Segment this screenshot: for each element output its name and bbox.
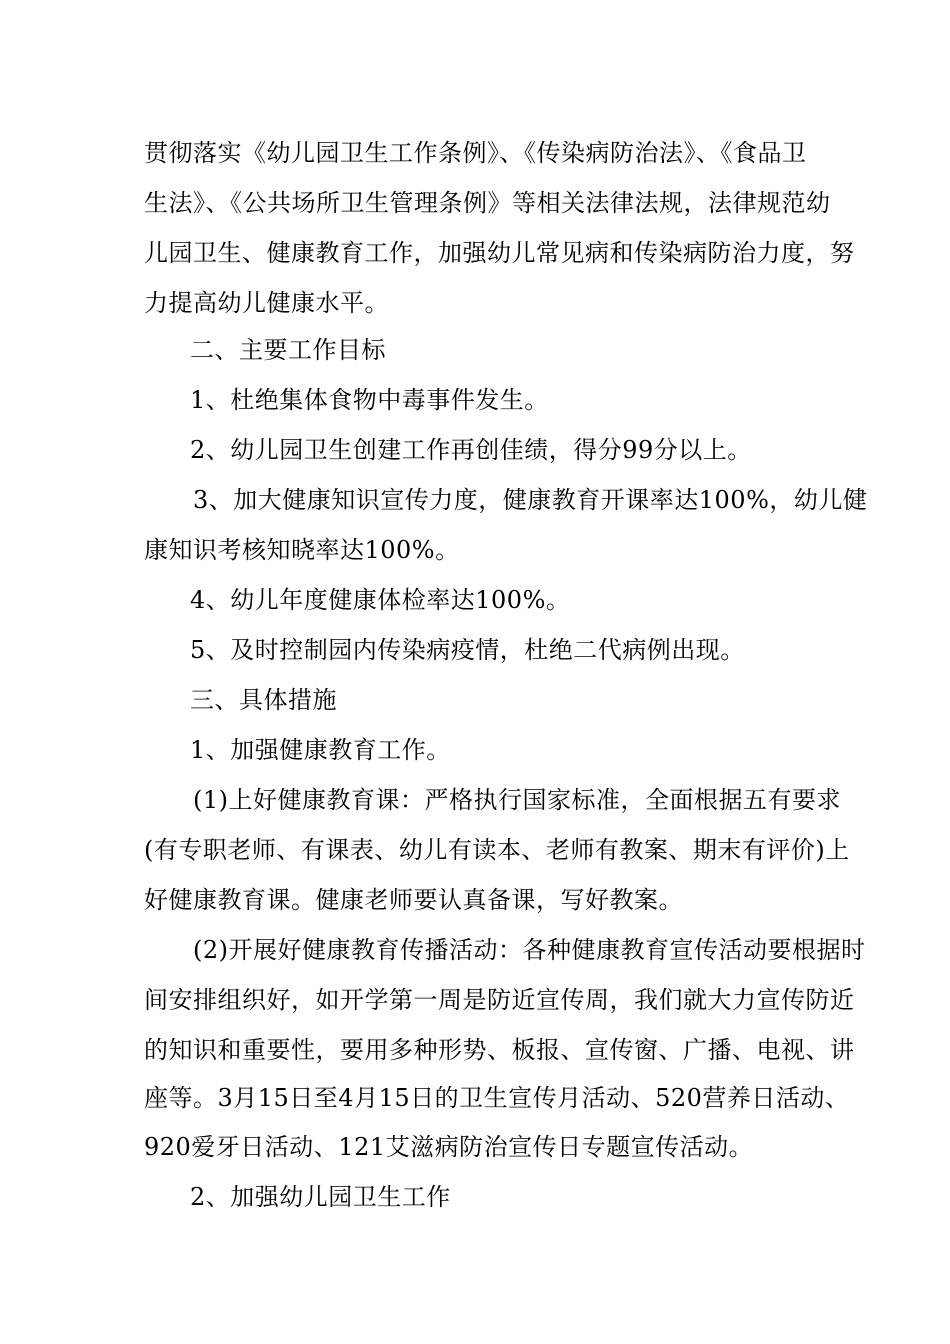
list-item: 5、及时控制园内传染病疫情，杜绝二代病例出现。 (190, 636, 745, 664)
list-item: 2、加强幼儿园卫生工作 (190, 1183, 451, 1211)
paragraph-line: 康知识考核知晓率达100%。 (144, 536, 460, 564)
paragraph-line: 贯彻落实《幼儿园卫生工作条例》、《传染病防治法》、《食品卫 (144, 139, 807, 167)
paragraph-line: 的知识和重要性，要用多种形势、板报、宣传窗、广播、电视、讲 (144, 1036, 855, 1064)
list-item: 1、杜绝集体食物中毒事件发生。 (190, 386, 549, 414)
paragraph-line: 力提高幼儿健康水平。 (144, 289, 389, 317)
section-heading: 三、具体措施 (190, 686, 337, 714)
list-item: 1、加强健康教育工作。 (190, 736, 451, 764)
paragraph-line: (有专职老师、有课表、幼儿有读本、老师有教案、期末有评价)上 (144, 836, 850, 864)
paragraph-line: 座等。3月15日至4月15日的卫生宣传月活动、520营养日活动、 (144, 1084, 850, 1112)
paragraph-line: 儿园卫生、健康教育工作，加强幼儿常见病和传染病防治力度，努 (144, 239, 855, 267)
list-item: 2、幼儿园卫生创建工作再创佳绩，得分99分以上。 (190, 436, 752, 464)
paragraph-line: 920爱牙日活动、121艾滋病防治宣传日专题宣传活动。 (144, 1133, 754, 1161)
list-item: 3、加大健康知识宣传力度，健康教育开课率达100%，幼儿健 (193, 486, 868, 514)
paragraph-line: 生法》、《公共场所卫生管理条例》等相关法律法规，法律规范幼 (144, 189, 831, 217)
list-item: 4、幼儿年度健康体检率达100%。 (190, 586, 571, 614)
list-item: (2)开展好健康教育传播活动：各种健康教育宣传活动要根据时 (193, 936, 866, 964)
paragraph-line: 好健康教育课。健康老师要认真备课，写好教案。 (144, 886, 683, 914)
list-item: (1)上好健康教育课：严格执行国家标准，全面根据五有要求 (193, 786, 841, 814)
paragraph-line: 间安排组织好，如开学第一周是防近宣传周，我们就大力宣传防近 (144, 986, 855, 1014)
section-heading: 二、主要工作目标 (190, 336, 386, 364)
